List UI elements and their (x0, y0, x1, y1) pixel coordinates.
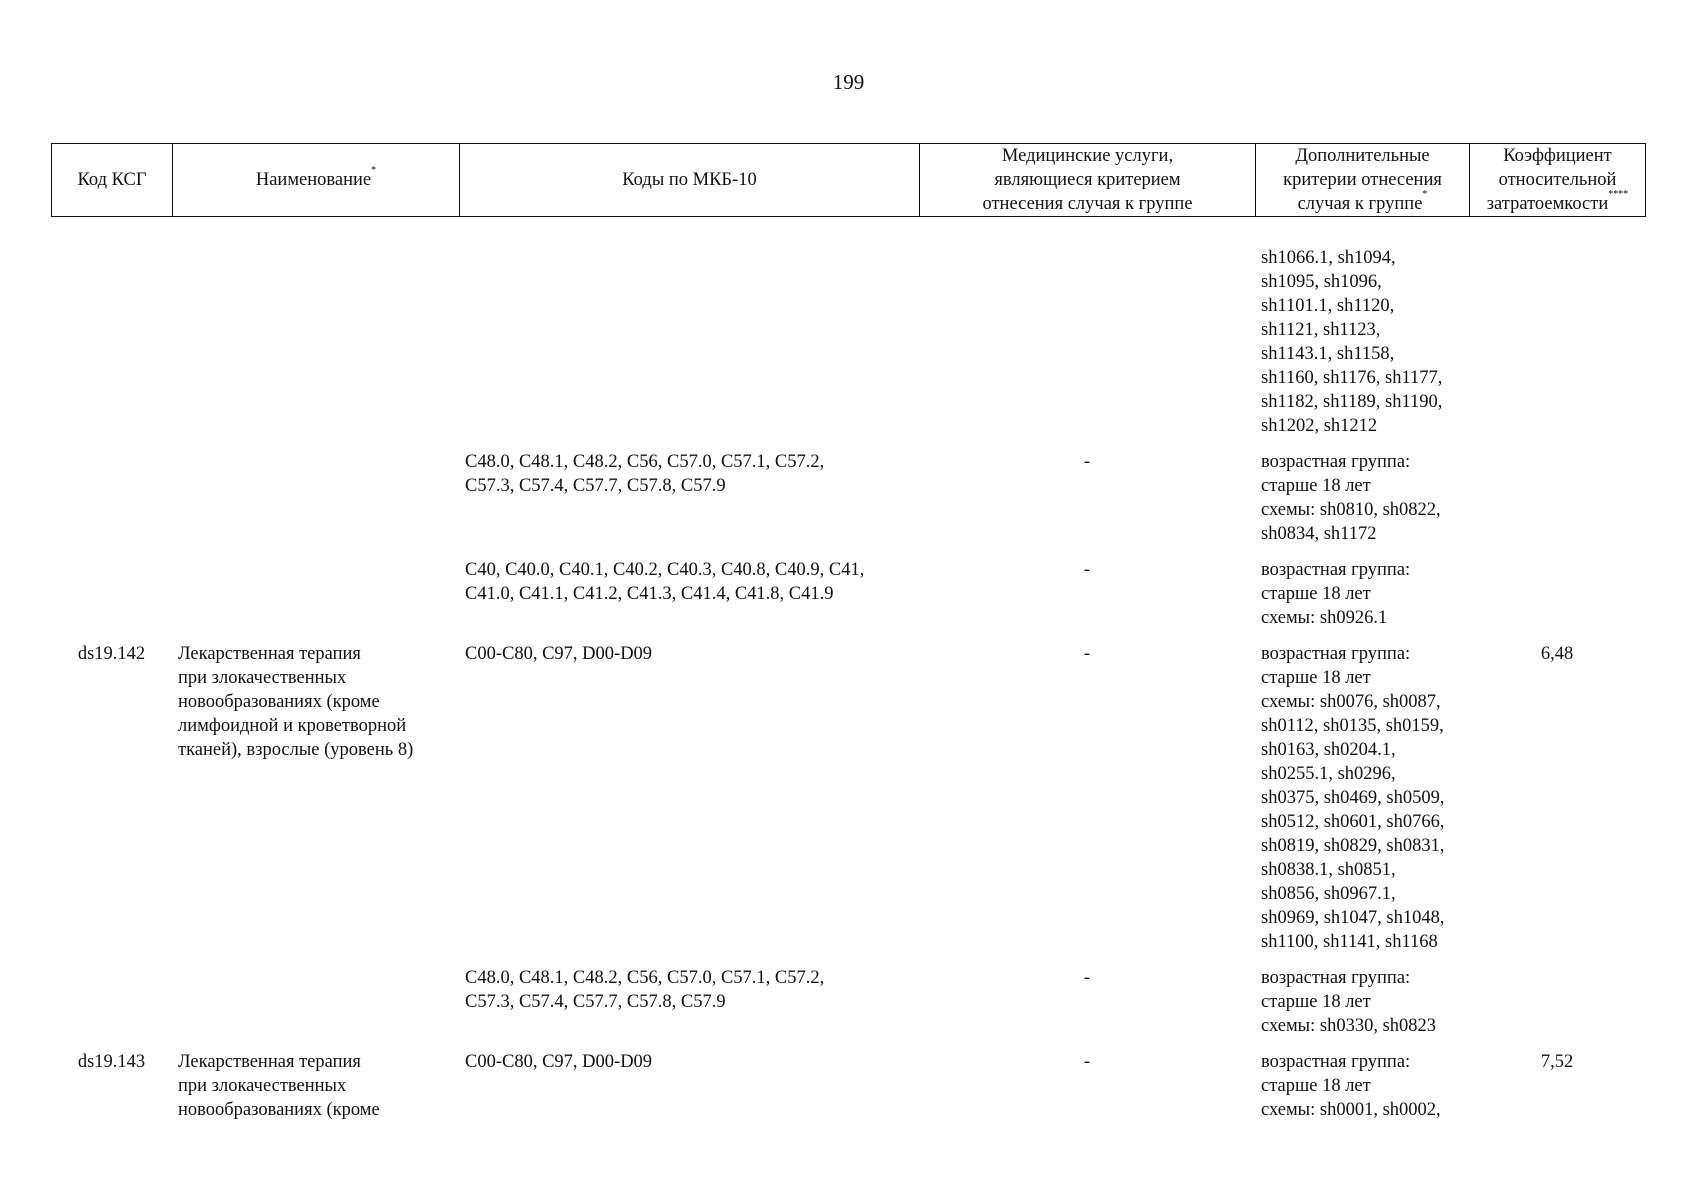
table-row (51, 1050, 1645, 1134)
cell-mkb: C00-C80, C97, D00-D09 (465, 1052, 653, 1072)
cell-code (51, 558, 172, 642)
cell-criteria: возрастная группа: старше 18 лет схемы: sh0076, sh0087, sh0112, sh0135, sh0159, sh0163, sh0204.1, sh0255.1, sh0296, sh0375, sh0469, sh0509, sh0512, sh0601, sh0766, sh0819, sh0829, sh0831, sh0838.1, sh0851, sh0856, sh0967.1, sh0969, sh1047, sh1048, sh1100, sh1141, sh1168 (1261, 644, 1445, 952)
cell-code (51, 450, 172, 558)
cell-name: Лекарственная терапия при злокачественных новообразованиях (кроме (178, 1052, 380, 1120)
cell-coef: 6,48 (1540, 644, 1574, 664)
cell-code (51, 966, 172, 1050)
table-header (51, 143, 1646, 217)
cell-coef: 7,52 (1540, 1052, 1574, 1072)
cell-name (172, 966, 459, 1050)
header-criteria: Дополнительные критерии отнесения случая к группе* (1256, 144, 1470, 217)
table-row (51, 642, 1645, 966)
cell-code: ds19.142 (77, 644, 146, 664)
cell-coef (1469, 966, 1645, 1050)
footnote-mark: **** (1608, 189, 1629, 200)
cell-mkb: C00-C80, C97, D00-D09 (465, 644, 653, 664)
cell-criteria: sh1066.1, sh1094, sh1095, sh1096, sh1101.1, sh1120, sh1121, sh1123, sh1143.1, sh1158, sh1160, sh1176, sh1177, sh1182, sh1189, sh1190, sh1202, sh1212 (1261, 248, 1443, 436)
cell-services: - (1083, 560, 1091, 580)
cell-services: - (1083, 452, 1091, 472)
table-row (51, 246, 1645, 450)
cell-coef (1469, 450, 1645, 558)
header-name: Наименование* (173, 144, 460, 217)
cell-name (172, 450, 459, 558)
cell-services: - (1083, 968, 1091, 988)
footnote-mark: * (371, 165, 377, 176)
cell-mkb (459, 246, 919, 450)
header-coef: Коэффициент относительной затратоемкости**** (1470, 144, 1646, 217)
header-code: Код КСГ (52, 144, 173, 217)
cell-mkb: C40, C40.0, C40.1, C40.2, C40.3, C40.8, C40.9, C41, C41.0, C41.1, C41.2, C41.3, C41.4, C41.8, C41.9 (465, 560, 865, 604)
cell-criteria: возрастная группа: старше 18 лет схемы: sh0330, sh0823 (1261, 968, 1437, 1036)
cell-criteria: возрастная группа: старше 18 лет схемы: sh0001, sh0002, (1261, 1052, 1441, 1120)
cell-name (172, 558, 459, 642)
header-services: Медицинские услуги, являющиеся критерием отнесения случая к группе (920, 144, 1256, 217)
cell-name: Лекарственная терапия при злокачественных новообразованиях (кроме лимфоидной и кроветворной тканей), взрослые (уровень 8) (178, 644, 414, 760)
cell-coef (1469, 246, 1645, 450)
cell-services (919, 246, 1255, 450)
cell-criteria: возрастная группа: старше 18 лет схемы: sh0926.1 (1261, 560, 1411, 628)
cell-mkb: C48.0, C48.1, C48.2, C56, C57.0, C57.1, C57.2, C57.3, C57.4, C57.7, C57.8, C57.9 (465, 968, 825, 1012)
cell-criteria: возрастная группа: старше 18 лет схемы: sh0810, sh0822, sh0834, sh1172 (1261, 452, 1441, 544)
cell-code (51, 246, 172, 450)
footnote-mark: * (1422, 189, 1428, 200)
cell-services: - (1083, 644, 1091, 664)
cell-services: - (1083, 1052, 1091, 1072)
cell-mkb: C48.0, C48.1, C48.2, C56, C57.0, C57.1, C57.2, C57.3, C57.4, C57.7, C57.8, C57.9 (465, 452, 825, 496)
page-number: 199 (832, 70, 865, 94)
table-body (51, 246, 1645, 1134)
cell-code: ds19.143 (77, 1052, 146, 1072)
table-row (51, 450, 1645, 558)
cell-name (172, 246, 459, 450)
header-mkb: Коды по МКБ-10 (460, 144, 920, 217)
cell-coef (1469, 558, 1645, 642)
table-row (51, 966, 1645, 1050)
table-row (51, 558, 1645, 642)
